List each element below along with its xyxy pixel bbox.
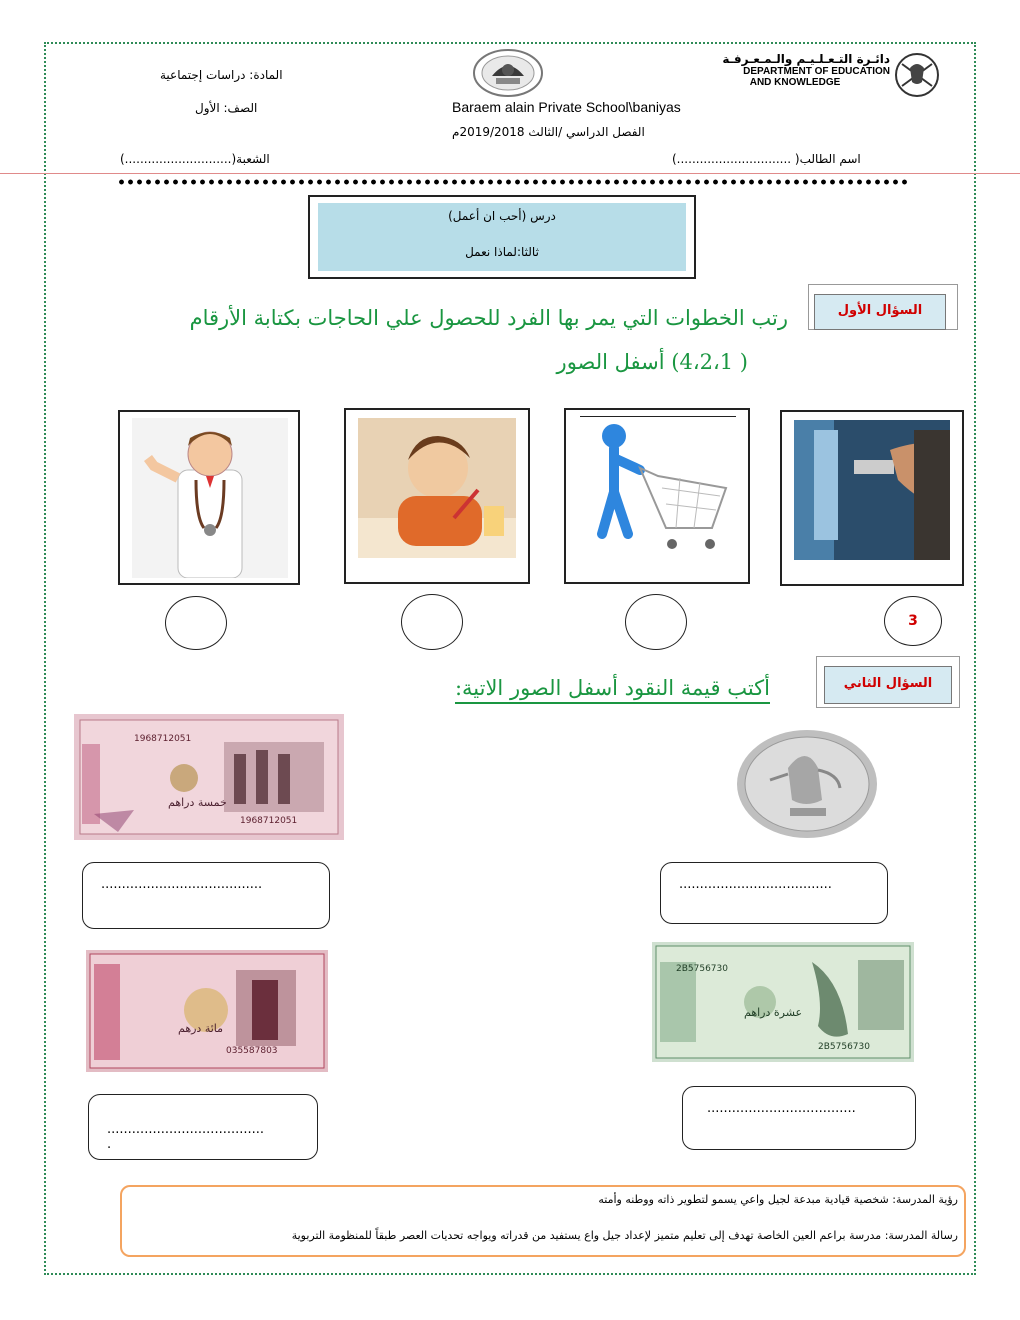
vision-statement: رؤية المدرسة: شخصية قيادية مبدعة لجيل واعي يسمو لتطوير ذاته ووطنه وأمته: [598, 1193, 958, 1206]
studying-boy-icon: [358, 418, 516, 558]
falcon-emblem-icon: [894, 52, 940, 98]
vision-mission-box: [120, 1185, 966, 1257]
five-dirham-serial-bottom: 1968712051: [240, 816, 298, 826]
question2-text: أكتب قيمة النقود أسفل الصور الاتية:: [455, 676, 770, 704]
school-logo-icon: [472, 48, 544, 98]
doctor-icon: [132, 418, 288, 578]
ten-dirham-serial-top: 2B5756730: [676, 964, 728, 974]
grade-label: الصف: الأول: [195, 101, 258, 115]
one-dirham-coin-icon: [734, 728, 880, 840]
ten-dirham-text: عشرة دراهم: [744, 1006, 803, 1019]
shopping-cart-image-frame: [564, 408, 750, 584]
lesson-title: درس (أحب ان أعمل): [448, 209, 556, 223]
answer-circle-cart[interactable]: [625, 594, 687, 650]
hundred-dirham-serial: 035587803: [226, 1046, 278, 1056]
department-ar: دائـرة التـعـلـيـم والـمـعـرفـة: [722, 52, 890, 66]
answer-box-five-dirham[interactable]: [82, 862, 330, 929]
school-name: Baraem alain Private School\baniyas: [452, 99, 681, 115]
answer-circle-atm[interactable]: 3: [884, 596, 942, 646]
answer-box-ten-dirham[interactable]: [682, 1086, 916, 1150]
hundred-dirham-text: مائة درهم: [178, 1022, 224, 1035]
atm-icon: [794, 420, 950, 560]
dotted-separator: [117, 178, 907, 186]
ten-dirham-serial-bottom: 2B5756730: [818, 1042, 870, 1052]
hundred-dirham-note-icon: [86, 950, 328, 1072]
answer-one-dirham: .....................................: [679, 877, 832, 892]
student-name-field: اسم الطالب( ..............................): [672, 152, 861, 166]
answer-circle-studying[interactable]: [401, 594, 463, 650]
five-dirham-text: خمسة دراهم: [168, 796, 227, 809]
ten-dirham-note-icon: [652, 942, 914, 1062]
answer-ten-dirham: ....................................: [707, 1101, 856, 1116]
subject-label: المادة: دراسات إجتماعية: [160, 68, 283, 82]
answer-circle-doctor[interactable]: [165, 596, 227, 650]
department-logo: [700, 52, 890, 88]
doctor-image-frame: [118, 410, 300, 585]
question1-text-line1: رتب الخطوات التي يمر بها الفرد للحصول علي الحاجات بكتابة الأرقام: [189, 306, 788, 330]
department-en-2: AND KNOWLEDGE: [749, 77, 841, 88]
question1-text-line2: ( 4،2،1) أسفل الصور: [556, 350, 748, 374]
lesson-subtitle: ثالثا:لماذا نعمل: [465, 245, 539, 259]
studying-boy-image-frame: [344, 408, 530, 584]
five-dirham-serial-top: 1968712051: [134, 734, 192, 744]
section-field: الشعبة(............................): [120, 152, 270, 166]
shopping-cart-icon: [580, 418, 740, 568]
department-en-1: DEPARTMENT OF EDUCATION: [743, 66, 890, 77]
answer-box-hundred-dirham[interactable]: [88, 1094, 318, 1160]
lesson-box: [318, 203, 686, 271]
term-label: الفصل الدراسي /الثالث 2019/2018م: [452, 125, 645, 139]
answer-box-one-dirham[interactable]: [660, 862, 888, 924]
question1-tab: [814, 294, 946, 330]
five-dirham-note-icon: [74, 714, 344, 840]
question1-label: السؤال الأول: [837, 303, 923, 318]
mission-statement: رسالة المدرسة: مدرسة براعم العين الخاصة تهدف إلى تعليم متميز لإعداد جيل واع يستفيد من قدراته ويواجه تحديات العصر طبقاً للمنظومة التربوية: [291, 1229, 958, 1242]
question2-label: السؤال الثاني: [843, 676, 933, 691]
atm-image-frame: [780, 410, 964, 586]
answer-five-dirham: .......................................: [101, 877, 263, 892]
question2-tab: [824, 666, 952, 704]
answer-hundred-dirham: ...................................... .: [107, 1122, 265, 1152]
header-divider-line: [0, 173, 1020, 174]
